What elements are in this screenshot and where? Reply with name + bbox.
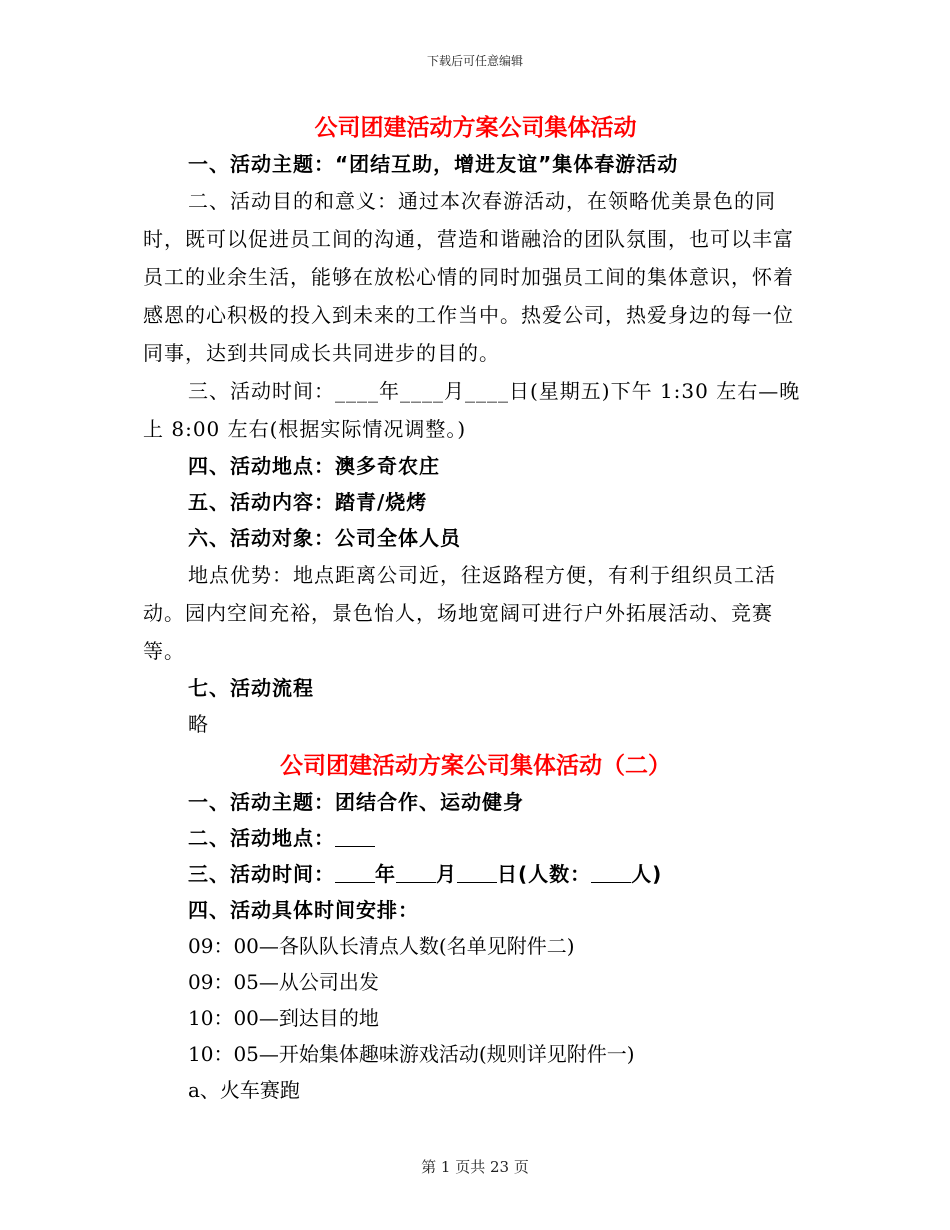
document-body — [143, 106, 808, 1108]
schedule-item: 10：00—到达目的地 — [188, 1006, 379, 1030]
page-footer: 第 1 页共 23 页 — [421, 1158, 529, 1176]
activity-process-detail: 略 — [188, 712, 208, 736]
activity-content: 五、活动内容：踏青/烧烤 — [188, 490, 428, 514]
schedule-item: a、火车赛跑 — [188, 1078, 300, 1102]
blank-underline — [335, 862, 375, 883]
day-label: 日(人数： — [497, 862, 592, 886]
blank-underline — [396, 862, 436, 883]
activity-purpose: 二、活动目的和意义：通过本次春游活动，在领略优美景色的同时，既可以促进员工间的沟通，营造和谐融洽的团队氛围，也可以丰富员工的业余生活，能够在放松心情的同时加强员工间的集体意识，怀着感恩的心积极的投入到未来的工作当中。热爱公司，热爱身边的每一位同事，达到共同成长共同进步的目的。 — [143, 189, 794, 365]
year-label: 年 — [375, 862, 396, 886]
schedule-item: 10：05—开始集体趣味游戏活动(规则详见附件一) — [188, 1042, 635, 1066]
schedule-item: 09：00—各队队长清点人数(名单见附件二) — [188, 934, 575, 958]
location-advantage: 地点优势：地点距离公司近，往返路程方便，有利于组织员工活动。园内空间充裕，景色怡人，场地宽阔可进行户外拓展活动、竞赛等。 — [143, 563, 776, 663]
activity2-time-label: 三、活动时间： — [188, 862, 335, 886]
activity2-schedule-label: 四、活动具体时间安排： — [188, 898, 419, 922]
activity2-location — [143, 820, 808, 856]
page-header: 下载后可任意编辑 — [426, 54, 523, 68]
activity2-time — [143, 856, 808, 892]
activity-target: 六、活动对象：公司全体人员 — [188, 526, 461, 550]
activity2-theme: 一、活动主题：团结合作、运动健身 — [188, 790, 524, 814]
activity2-location-label: 二、活动地点： — [188, 826, 335, 850]
blank-underline — [335, 826, 375, 847]
schedule-item: 09：05—从公司出发 — [188, 970, 379, 994]
activity-time: 三、活动时间：____年____月____日(星期五)下午 1:30 左右—晚上 8:00 左右(根据实际情况调整。) — [143, 379, 801, 441]
blank-underline — [457, 862, 497, 883]
section-title-1: 公司团建活动方案公司集体活动 — [314, 115, 637, 141]
month-label: 月 — [436, 862, 457, 886]
activity-process: 七、活动流程 — [188, 676, 314, 700]
people-label: 人) — [631, 862, 663, 886]
section-title-2: 公司团建活动方案公司集体活动（二） — [280, 753, 671, 779]
activity-location: 四、活动地点：澳多奇农庄 — [188, 454, 440, 478]
blank-underline — [591, 862, 631, 883]
activity-theme: 一、活动主题：“团结互助，增进友谊”集体春游活动 — [188, 152, 679, 176]
